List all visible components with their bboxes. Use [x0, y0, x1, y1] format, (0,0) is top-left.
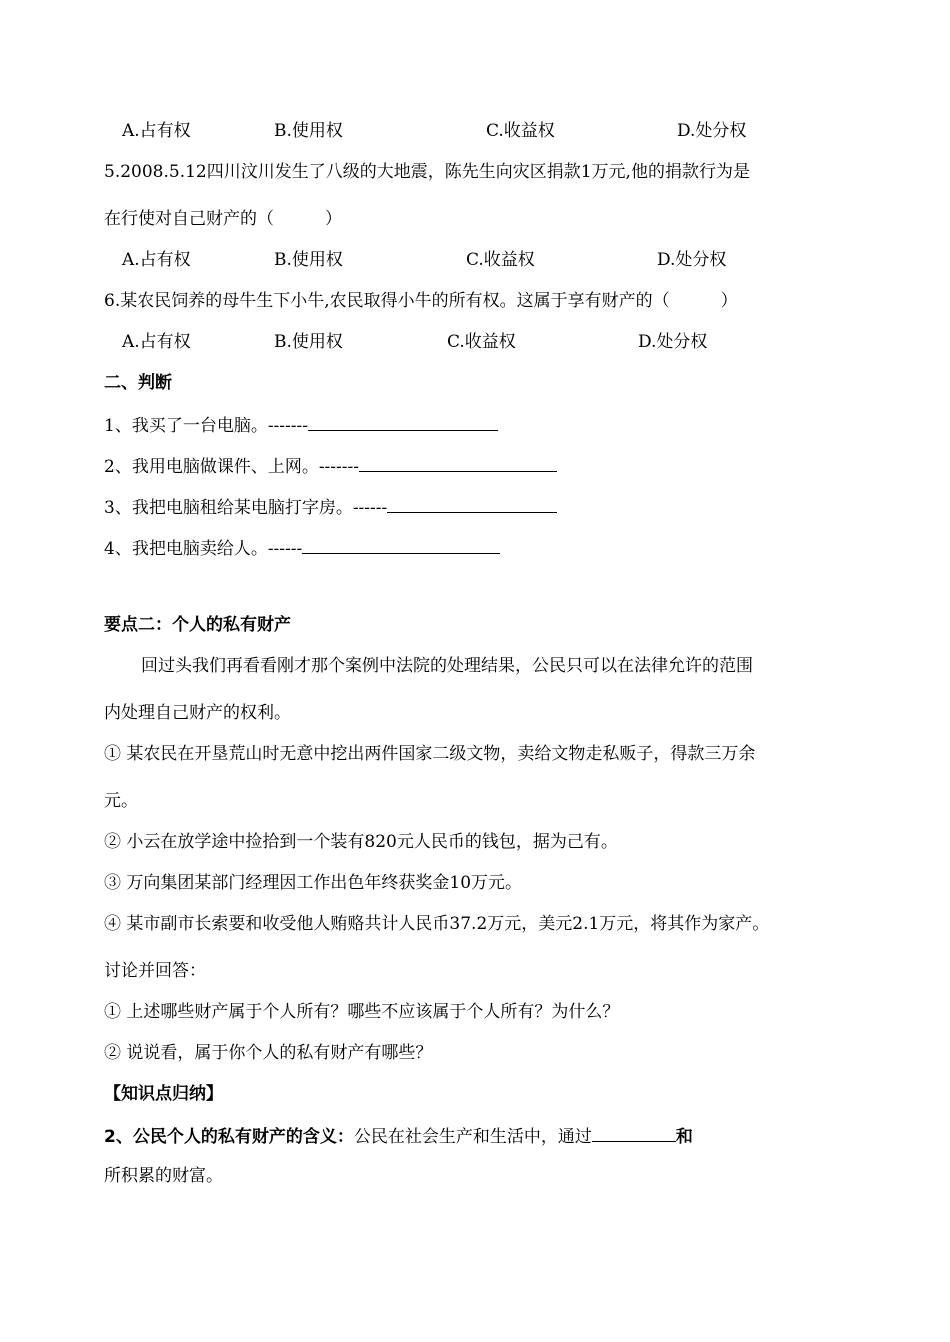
judge-item-1-text: 1、我买了一台电脑。------- — [104, 416, 309, 436]
discuss-label: 讨论并回答： — [104, 961, 206, 981]
q4-option-c: C.收益权 — [486, 121, 555, 141]
case-3: ③ 万向集团某部门经理因工作出色年终获奖金10万元。 — [104, 873, 523, 893]
case-4: ④ 某市副市长索要和收受他人贿赂共计人民币37.2万元，美元2.1万元，将其作为家产。 — [104, 914, 770, 934]
case-2: ② 小云在放学途中捡拾到一个装有820元人民币的钱包，据为己有。 — [104, 832, 618, 852]
q5-text-line2: 在行使对自己财产的（ ） — [104, 209, 342, 229]
summary-heading: 【知识点归纳】 — [104, 1084, 223, 1104]
q5-option-b: B.使用权 — [274, 250, 343, 270]
q5-option-a: A.占有权 — [122, 250, 191, 270]
discuss-question-1: ① 上述哪些财产属于个人所有？哪些不应该属于个人所有？为什么？ — [104, 1002, 620, 1022]
answer-blank[interactable] — [592, 1125, 676, 1142]
judge-item-4-text: 4、我把电脑卖给人。------ — [104, 539, 303, 559]
answer-blank[interactable] — [359, 455, 557, 472]
judge-item-3 — [104, 496, 557, 518]
point2-intro-line1: 回过头我们再看看刚才那个案例中法院的处理结果，公民只可以在法律允许的范围 — [141, 656, 753, 676]
definition-label: 2、公民个人的私有财产的含义： — [104, 1127, 354, 1147]
judge-item-4 — [104, 537, 500, 559]
answer-blank[interactable] — [308, 414, 498, 431]
answer-blank[interactable] — [302, 537, 500, 554]
q6-text: 6.某农民饲养的母牛生下小牛,农民取得小牛的所有权。这属于享有财产的（ ） — [104, 291, 738, 311]
point2-intro-line2: 内处理自己财产的权利。 — [104, 703, 291, 723]
q6-option-b: B.使用权 — [274, 332, 343, 352]
definition-line — [104, 1125, 693, 1147]
q6-option-c: C.收益权 — [447, 332, 516, 352]
judge-item-1 — [104, 414, 498, 436]
q4-option-b: B.使用权 — [274, 121, 343, 141]
q4-option-d: D.处分权 — [677, 121, 747, 141]
q5-option-d: D.处分权 — [657, 250, 727, 270]
judge-item-2-text: 2、我用电脑做课件、上网。------- — [104, 457, 360, 477]
q4-option-a: A.占有权 — [122, 121, 191, 141]
q6-option-a: A.占有权 — [122, 332, 191, 352]
answer-blank[interactable] — [387, 496, 557, 513]
q6-option-d: D.处分权 — [638, 332, 708, 352]
definition-text: 公民在社会生产和生活中，通过 — [353, 1127, 592, 1147]
discuss-question-2: ② 说说看，属于你个人的私有财产有哪些？ — [104, 1043, 433, 1063]
judge-item-3-text: 3、我把电脑租给某电脑打字房。------ — [104, 498, 388, 518]
case-1-line2: 元。 — [104, 791, 138, 811]
q5-option-c: C.收益权 — [466, 250, 535, 270]
definition-and: 和 — [675, 1127, 693, 1147]
judge-item-2 — [104, 455, 557, 477]
case-1-line1: ① 某农民在开垦荒山时无意中挖出两件国家二级文物，卖给文物走私贩子，得款三万余 — [104, 744, 756, 764]
judge-heading: 二、判断 — [104, 373, 172, 393]
q5-text-line1: 5.2008.5.12四川汶川发生了八级的大地震，陈先生向灾区捐款1万元,他的捐款行为是 — [104, 162, 750, 182]
definition-line2: 所积累的财富。 — [104, 1166, 223, 1186]
point2-heading: 要点二：个人的私有财产 — [104, 615, 291, 635]
